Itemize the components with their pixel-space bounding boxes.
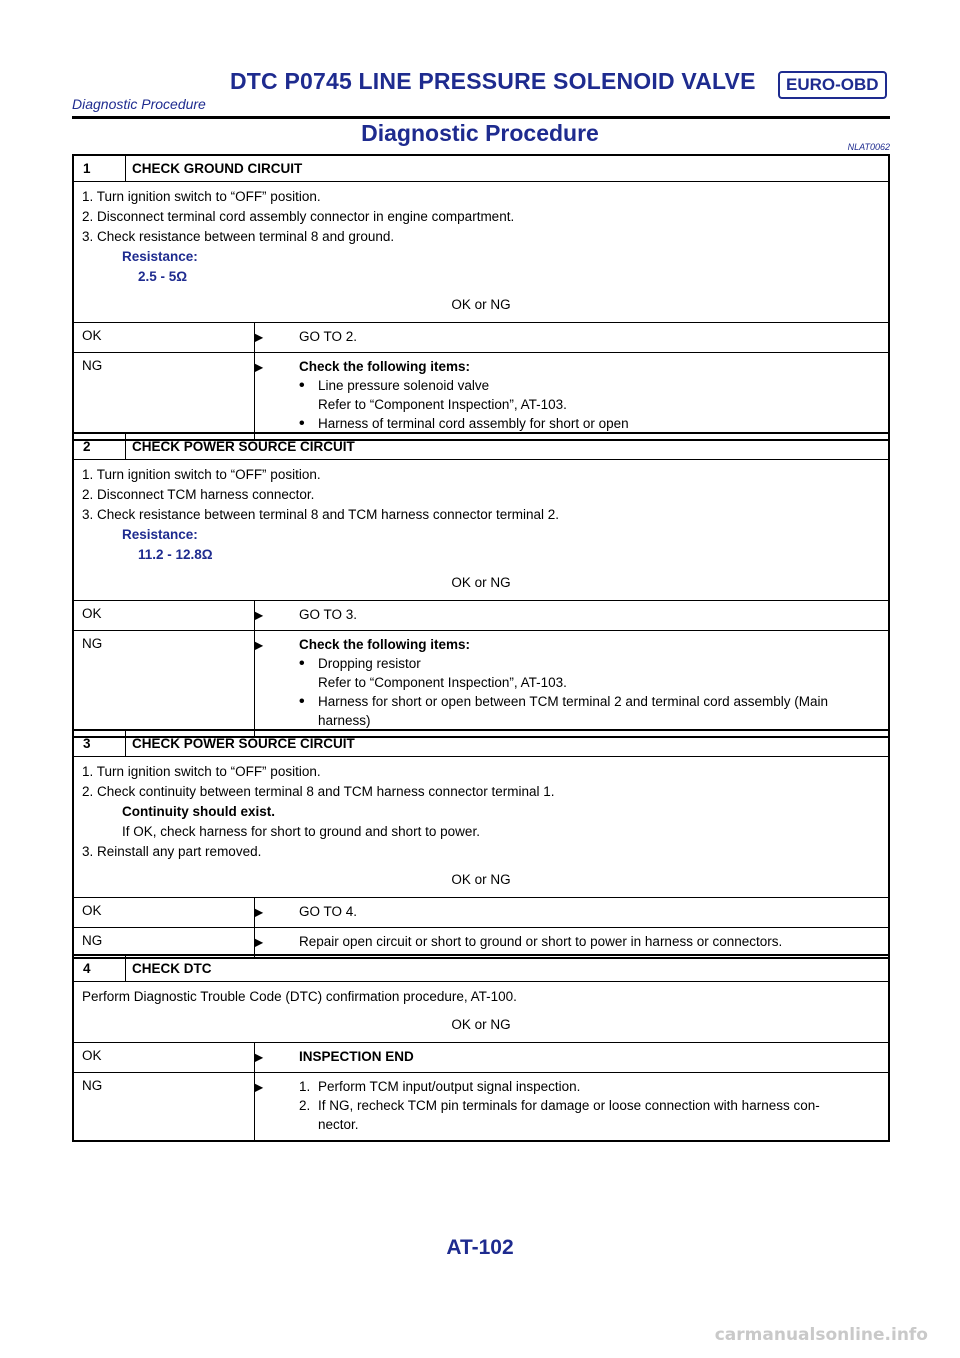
arrow-right-icon: ▶ bbox=[254, 935, 264, 949]
result-label: NG bbox=[82, 358, 103, 373]
result-text: INSPECTION END bbox=[254, 1043, 888, 1072]
result-text bbox=[254, 1073, 888, 1140]
instruction-line: 3. Reinstall any part removed. bbox=[82, 844, 262, 859]
result-label: NG bbox=[82, 1078, 103, 1093]
step-2 bbox=[72, 432, 890, 738]
instruction-line: 1. Turn ignition switch to “OFF” position. bbox=[82, 467, 321, 482]
arrow-right-icon: ▶ bbox=[254, 638, 264, 652]
step-header bbox=[74, 434, 888, 459]
result-label: NG bbox=[82, 933, 103, 948]
ok-or-ng: OK or NG bbox=[451, 297, 511, 312]
ok-or-ng: OK or NG bbox=[451, 1017, 511, 1032]
result-text bbox=[254, 631, 888, 736]
instruction-line: 2. Disconnect terminal cord assembly connector in engine compartment. bbox=[82, 209, 515, 224]
bullet-subtext: Refer to “Component Inspection”, AT-103. bbox=[318, 397, 567, 412]
watermark: carmanualsonline.info bbox=[714, 1325, 928, 1345]
step-4 bbox=[72, 954, 890, 1142]
step-number: 1 bbox=[74, 156, 126, 181]
result-ng-row bbox=[74, 352, 888, 439]
ok-or-ng: OK or NG bbox=[451, 575, 511, 590]
step-title: CHECK DTC bbox=[132, 961, 212, 976]
obd-badge: EURO-OBD bbox=[778, 71, 887, 99]
arrow-right-icon: ▶ bbox=[254, 330, 264, 344]
ng-heading: Check the following items: bbox=[299, 637, 471, 652]
step-title: CHECK GROUND CIRCUIT bbox=[132, 161, 303, 176]
section-title: Diagnostic Procedure bbox=[361, 120, 599, 146]
result-ok-row bbox=[74, 897, 888, 927]
ng-heading: Check the following items: bbox=[299, 359, 471, 374]
step-title: CHECK POWER SOURCE CIRCUIT bbox=[132, 439, 355, 454]
step-header bbox=[74, 156, 888, 181]
result-ng-row bbox=[74, 1072, 888, 1140]
bullet-item: • Dropping resistor bbox=[299, 654, 882, 673]
result-ng-row bbox=[74, 630, 888, 736]
result-label: OK bbox=[82, 1048, 102, 1063]
step-content bbox=[74, 459, 888, 600]
result-ok-row bbox=[74, 1042, 888, 1072]
instruction-line: 3. Check resistance between terminal 8 and ground. bbox=[82, 229, 395, 244]
spec-label: Continuity should exist. bbox=[122, 804, 276, 819]
result-label: OK bbox=[82, 903, 102, 918]
result-label: NG bbox=[82, 636, 103, 651]
header-title: DTC P0745 LINE PRESSURE SOLENOID VALVE bbox=[230, 68, 756, 94]
result-text bbox=[254, 353, 888, 439]
step-1 bbox=[72, 154, 890, 441]
header-subtitle: Diagnostic Procedure bbox=[72, 96, 206, 112]
instruction-line: 2. Check continuity between terminal 8 and TCM harness connector terminal 1. bbox=[82, 784, 555, 799]
numbered-item: 2. If NG, recheck TCM pin terminals for damage or loose connection with harness con- bbox=[299, 1098, 820, 1113]
step-header bbox=[74, 956, 888, 981]
step-content bbox=[74, 756, 888, 897]
step-number: 4 bbox=[74, 956, 126, 981]
result-text: Repair open circuit or short to ground or short to power in harness or connectors. bbox=[254, 928, 888, 957]
instruction-line: Perform Diagnostic Trouble Code (DTC) confirmation procedure, AT-100. bbox=[82, 989, 517, 1004]
result-ok-row bbox=[74, 600, 888, 630]
arrow-right-icon: ▶ bbox=[254, 360, 264, 374]
bullet-subtext: harness) bbox=[318, 713, 371, 728]
instruction-line: 1. Turn ignition switch to “OFF” position. bbox=[82, 189, 321, 204]
step-content bbox=[74, 981, 888, 1042]
arrow-right-icon: ▶ bbox=[254, 905, 264, 919]
instruction-line: 3. Check resistance between terminal 8 and TCM harness connector terminal 2. bbox=[82, 507, 559, 522]
step-content bbox=[74, 181, 888, 322]
spec-label: Resistance: bbox=[122, 527, 198, 542]
spec-label: Resistance: bbox=[122, 249, 198, 264]
result-ok-row bbox=[74, 322, 888, 352]
page-number: AT-102 bbox=[446, 1236, 514, 1259]
ok-or-ng: OK or NG bbox=[451, 872, 511, 887]
instruction-line: 1. Turn ignition switch to “OFF” position. bbox=[82, 764, 321, 779]
result-text: GO TO 4. bbox=[254, 898, 888, 927]
header-rule bbox=[72, 116, 890, 119]
step-number: 2 bbox=[74, 434, 126, 459]
result-label: OK bbox=[82, 606, 102, 621]
step-header bbox=[74, 731, 888, 756]
numbered-subtext: nector. bbox=[318, 1117, 359, 1132]
arrow-right-icon: ▶ bbox=[254, 608, 264, 622]
result-text: GO TO 2. bbox=[254, 323, 888, 352]
result-text: GO TO 3. bbox=[254, 601, 888, 630]
bullet-subtext: Refer to “Component Inspection”, AT-103. bbox=[318, 675, 567, 690]
result-label: OK bbox=[82, 328, 102, 343]
step-title: CHECK POWER SOURCE CIRCUIT bbox=[132, 736, 355, 751]
section-code: NLAT0062 bbox=[847, 142, 890, 152]
instruction-note: If OK, check harness for short to ground and short to power. bbox=[122, 824, 480, 839]
bullet-item: • Harness of terminal cord assembly for short or open bbox=[299, 414, 882, 433]
numbered-item: 1. Perform TCM input/output signal inspection. bbox=[299, 1079, 581, 1094]
step-number: 3 bbox=[74, 731, 126, 756]
step-3 bbox=[72, 729, 890, 959]
spec-value: 11.2 - 12.8Ω bbox=[138, 547, 213, 562]
instruction-line: 2. Disconnect TCM harness connector. bbox=[82, 487, 315, 502]
arrow-right-icon: ▶ bbox=[254, 1050, 264, 1064]
arrow-right-icon: ▶ bbox=[254, 1080, 264, 1094]
bullet-item: • Line pressure solenoid valve bbox=[299, 376, 882, 395]
result-ng-row bbox=[74, 927, 888, 957]
bullet-item: • Harness for short or open between TCM terminal 2 and terminal cord assembly (Main bbox=[299, 692, 882, 711]
spec-value: 2.5 - 5Ω bbox=[138, 269, 188, 284]
